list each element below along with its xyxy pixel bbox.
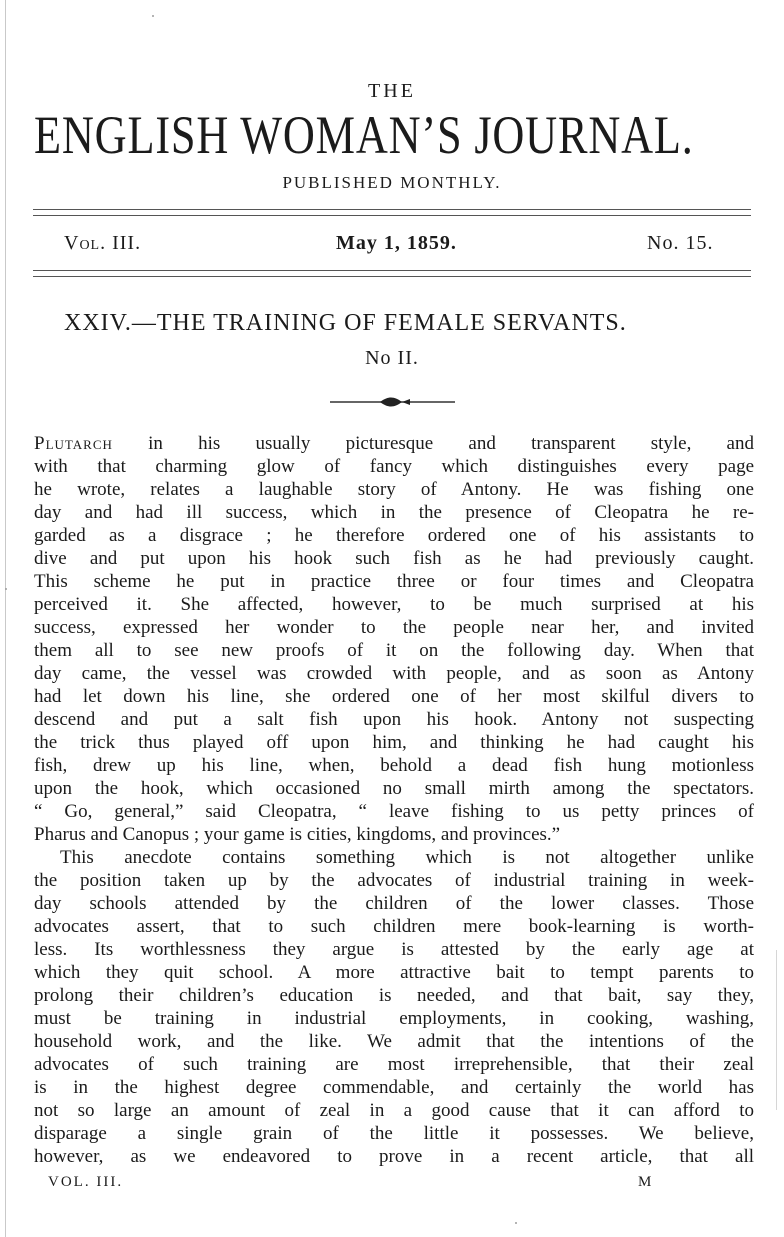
body-line: less. Its worthlessness they argue is attested by the early age at — [34, 939, 754, 960]
body-line: not so large an amount of zeal in a good cause that it can afford to — [34, 1100, 754, 1121]
paper-speck — [152, 15, 154, 17]
issue-number: No. 15. — [647, 232, 714, 254]
printer-signature: M — [638, 1174, 653, 1190]
body-line: must be training in industrial employments, in cooking, washing, — [34, 1008, 754, 1029]
paper-speck — [515, 1222, 517, 1224]
volume-label: Vol. III. — [64, 232, 142, 254]
body-line: day came, the vessel was crowded with people, and as soon as Antony — [34, 663, 754, 684]
body-line: Pharus and Canopus ; your game is cities, kingdoms, and provinces.” — [34, 824, 561, 845]
paragraph-start-line: This anecdote contains something which is not altogether unlike — [60, 847, 754, 868]
body-line: he wrote, relates a laughable story of Antony. He was fishing one — [34, 479, 754, 500]
paper-speck — [5, 588, 7, 590]
body-line: success, expressed her wonder to the people near her, and invited — [34, 617, 754, 638]
bottom-double-rule — [33, 270, 751, 277]
body-line: with that charming glow of fancy which distinguishes every page — [34, 456, 754, 477]
body-line: disparage a single grain of the little it possesses. We believe, — [34, 1123, 754, 1144]
body-line: is in the highest degree commendable, and certainly the world has — [34, 1077, 754, 1098]
article-body — [34, 432, 754, 1168]
article-part: No II. — [365, 347, 419, 369]
body-line: the position taken up by the advocates of industrial training in week- — [34, 870, 754, 891]
ornament-divider — [330, 396, 455, 408]
issue-date: May 1, 1859. — [336, 232, 457, 254]
body-line: prolong their children’s education is needed, and that bait, say they, — [34, 985, 754, 1006]
journal-title: ENGLISH WOMAN’S JOURNAL. — [34, 105, 694, 165]
body-line: which they quit school. A more attractive bait to tempt parents to — [34, 962, 754, 983]
body-line: day schools attended by the children of the lower classes. Those — [34, 893, 754, 914]
top-double-rule — [33, 209, 751, 216]
body-line: advocates assert, that to such children mere book-learning is worth- — [34, 916, 754, 937]
body-line: dive and put upon his hook such fish as he had previously caught. — [34, 548, 754, 569]
body-line: day and had ill success, which in the presence of Cleopatra he re- — [34, 502, 754, 523]
body-line: fish, drew up his line, when, behold a dead fish hung motionless — [34, 755, 754, 776]
body-line: descend and put a salt fish upon his hook. Antony not suspecting — [34, 709, 754, 730]
masthead-the: THE — [368, 80, 416, 102]
publication-frequency: PUBLISHED MONTHLY. — [282, 173, 502, 192]
body-line: “ Go, general,” said Cleopatra, “ leave fishing to us petty princes of — [34, 801, 754, 822]
body-line: however, as we endeavored to prove in a recent article, that all — [34, 1146, 754, 1167]
body-line: had let down his line, she ordered one of her most skilful divers to — [34, 686, 754, 707]
body-line-text: in his usually picturesque and transparent style, and — [112, 433, 754, 454]
article-title: XXIV.—THE TRAINING OF FEMALE SERVANTS. — [64, 310, 627, 336]
issue-info-row — [64, 232, 744, 260]
body-line: This scheme he put in practice three or four times and Cleopatra — [34, 571, 754, 592]
body-line: the trick thus played off upon him, and thinking he had caught his — [34, 732, 754, 753]
body-line: perceived it. She affected, however, to be much surprised at his — [34, 594, 754, 615]
opening-word: Plutarch — [34, 433, 113, 454]
body-line: upon the hook, which occasioned no small mirth among the spectators. — [34, 778, 754, 799]
margin-mark — [776, 950, 777, 1110]
footer-volume: VOL. III. — [48, 1174, 124, 1190]
body-line: them all to see new proofs of it on the following day. When that — [34, 640, 754, 661]
body-line: household work, and the like. We admit that the intentions of the — [34, 1031, 754, 1052]
body-line-1 — [34, 432, 754, 455]
body-line: garded as a disgrace ; he therefore ordered one of his assistants to — [34, 525, 754, 546]
body-line: advocates of such training are most irreprehensible, that their zeal — [34, 1054, 754, 1075]
